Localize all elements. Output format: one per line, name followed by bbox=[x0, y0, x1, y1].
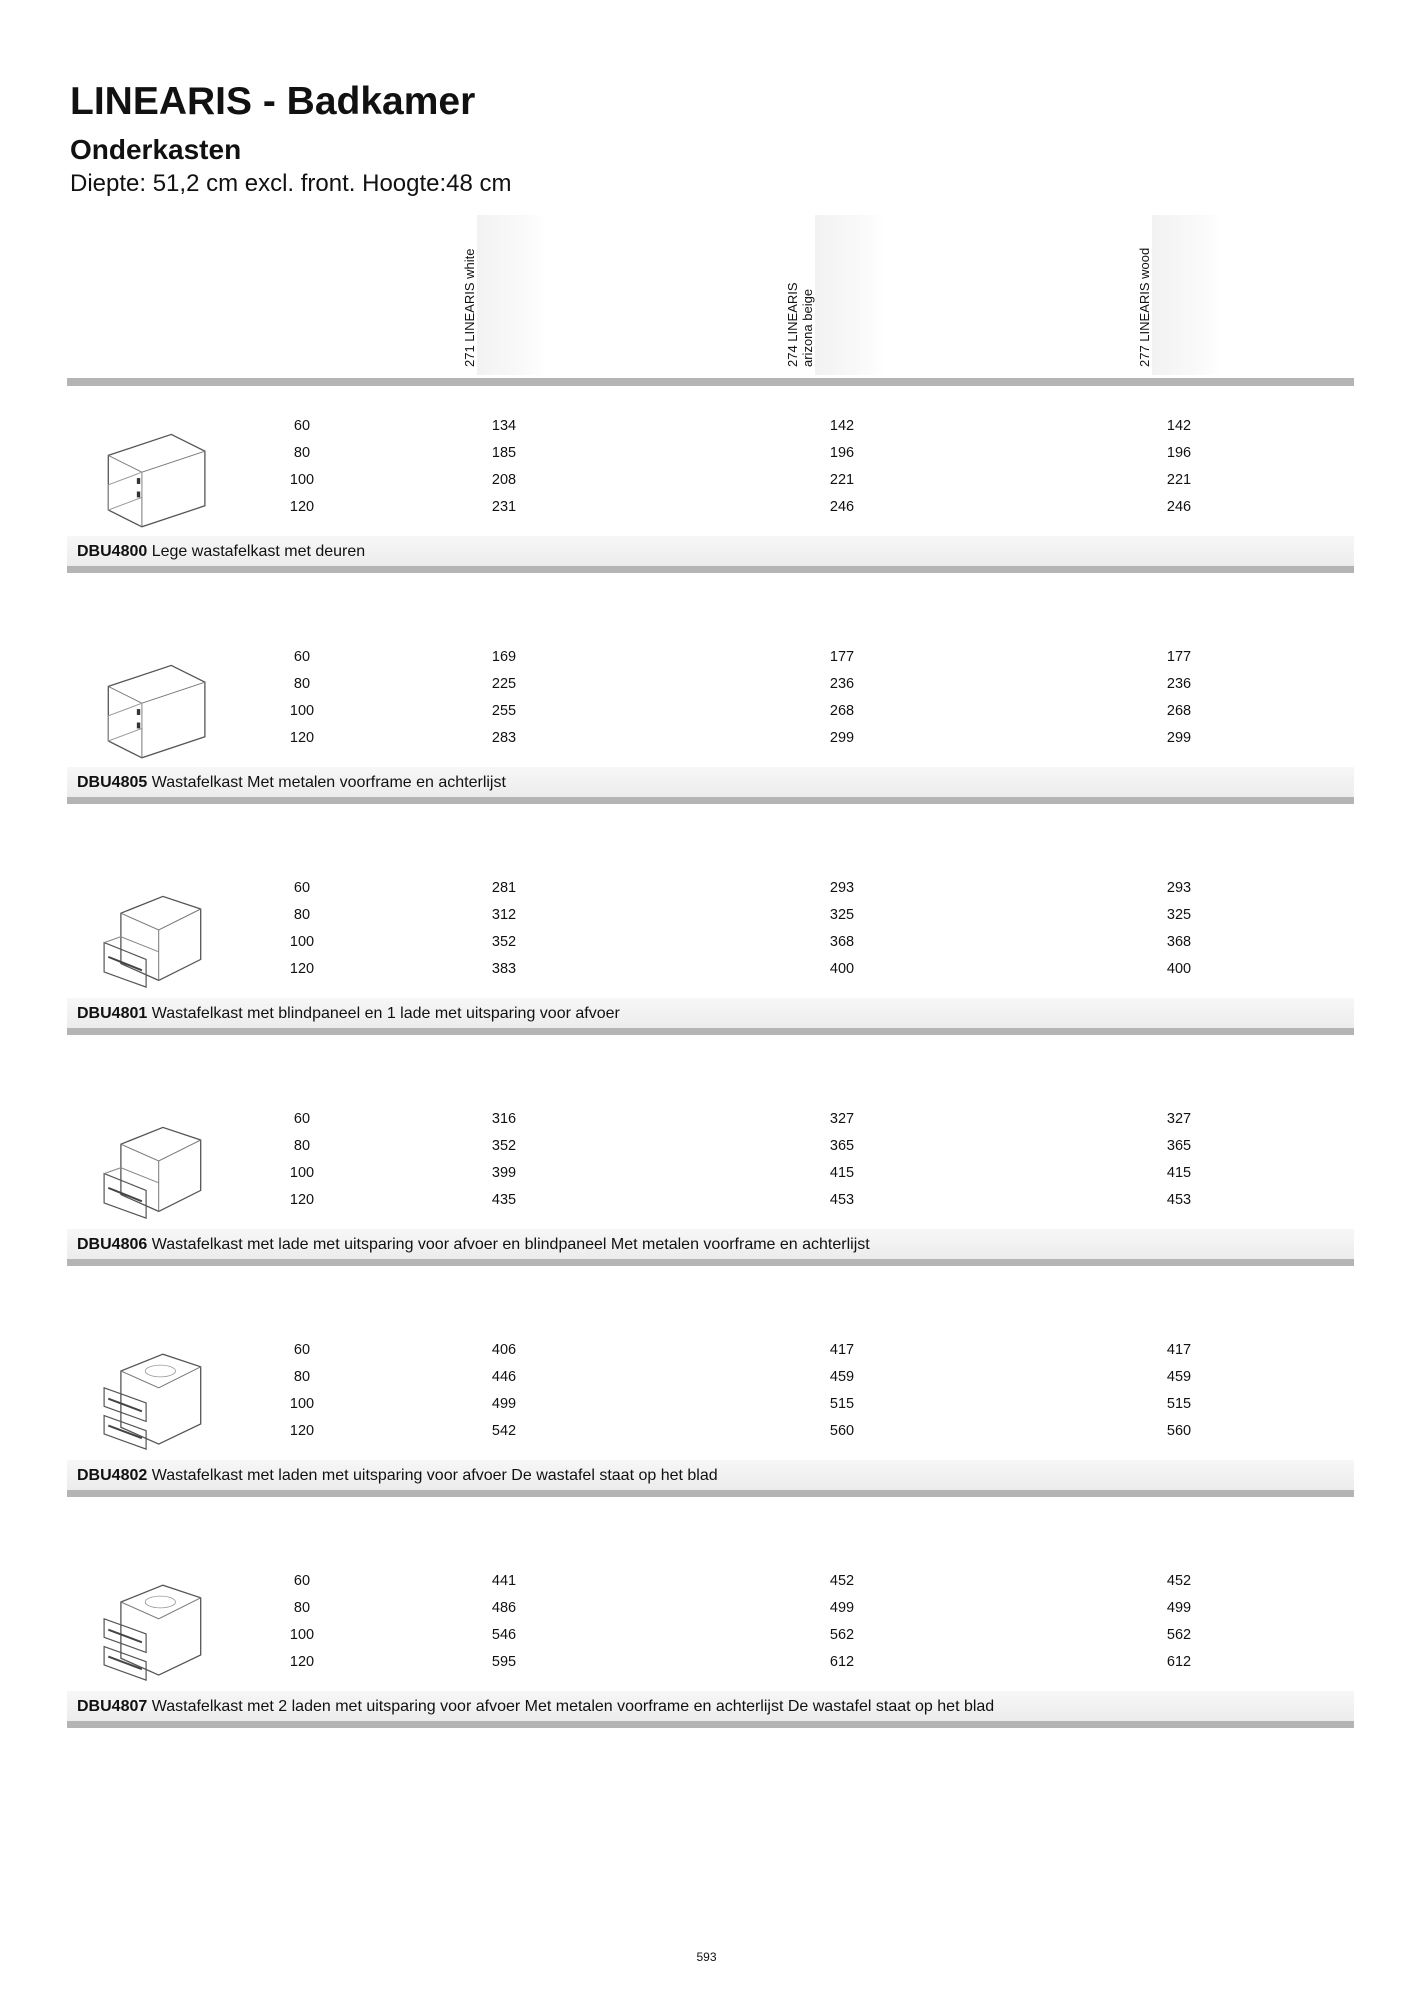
product-label bbox=[77, 1236, 870, 1254]
column-header-label: 274 LINEARIS bbox=[785, 282, 800, 367]
product-description: Wastafelkast met laden met uitsparing voor afvoer De wastafel staat op het blad bbox=[151, 1467, 718, 1484]
price-beige-cell: 560 bbox=[829, 1423, 855, 1439]
price-wood-cell: 453 bbox=[1166, 1192, 1192, 1208]
product-block bbox=[67, 617, 1354, 847]
size-cell: 80 bbox=[293, 907, 311, 923]
price-wood-cell: 142 bbox=[1166, 418, 1192, 434]
table-row bbox=[67, 1111, 1354, 1131]
size-cell: 80 bbox=[293, 1138, 311, 1154]
price-beige-cell: 453 bbox=[829, 1192, 855, 1208]
column-header-beige bbox=[785, 215, 885, 375]
price-white-cell: 446 bbox=[491, 1369, 517, 1385]
block-divider bbox=[67, 1259, 1354, 1266]
price-wood-cell: 415 bbox=[1166, 1165, 1192, 1181]
price-white-cell: 134 bbox=[491, 418, 517, 434]
product-label-bar bbox=[67, 1691, 1354, 1721]
price-white-cell: 312 bbox=[491, 907, 517, 923]
table-row bbox=[67, 499, 1354, 519]
price-white-cell: 546 bbox=[491, 1627, 517, 1643]
product-label-bar bbox=[67, 998, 1354, 1028]
size-cell: 80 bbox=[293, 445, 311, 461]
table-row bbox=[67, 1627, 1354, 1647]
size-cell: 100 bbox=[289, 1165, 315, 1181]
table-row bbox=[67, 934, 1354, 954]
product-label-bar bbox=[67, 1229, 1354, 1259]
price-beige-cell: 221 bbox=[829, 472, 855, 488]
price-wood-cell: 327 bbox=[1166, 1111, 1192, 1127]
product-label bbox=[77, 1005, 620, 1023]
size-cell: 120 bbox=[289, 499, 315, 515]
price-wood-cell: 612 bbox=[1166, 1654, 1192, 1670]
price-beige-cell: 325 bbox=[829, 907, 855, 923]
block-divider bbox=[67, 1028, 1354, 1035]
size-cell: 60 bbox=[293, 880, 311, 896]
price-beige-cell: 368 bbox=[829, 934, 855, 950]
price-beige-cell: 327 bbox=[829, 1111, 855, 1127]
table-row bbox=[67, 649, 1354, 669]
price-white-cell: 441 bbox=[491, 1573, 517, 1589]
price-wood-cell: 325 bbox=[1166, 907, 1192, 923]
price-white-cell: 255 bbox=[491, 703, 517, 719]
table-row bbox=[67, 1192, 1354, 1212]
size-cell: 60 bbox=[293, 1111, 311, 1127]
price-white-cell: 542 bbox=[491, 1423, 517, 1439]
table-row bbox=[67, 880, 1354, 900]
price-wood-cell: 268 bbox=[1166, 703, 1192, 719]
product-label-bar bbox=[67, 536, 1354, 566]
price-white-cell: 316 bbox=[491, 1111, 517, 1127]
block-divider bbox=[67, 1490, 1354, 1497]
table-row bbox=[67, 1600, 1354, 1620]
product-label-bar bbox=[67, 1460, 1354, 1490]
product-block bbox=[67, 1079, 1354, 1309]
price-wood-cell: 417 bbox=[1166, 1342, 1192, 1358]
price-wood-cell: 452 bbox=[1166, 1573, 1192, 1589]
price-white-cell: 383 bbox=[491, 961, 517, 977]
size-cell: 80 bbox=[293, 1600, 311, 1616]
product-description: Wastafelkast Met metalen voorframe en achterlijst bbox=[151, 774, 506, 791]
price-wood-cell: 400 bbox=[1166, 961, 1192, 977]
size-cell: 100 bbox=[289, 1627, 315, 1643]
product-label-bar bbox=[67, 767, 1354, 797]
product-code: DBU4806 bbox=[77, 1236, 148, 1253]
size-cell: 60 bbox=[293, 1342, 311, 1358]
size-cell: 100 bbox=[289, 1396, 315, 1412]
price-beige-cell: 612 bbox=[829, 1654, 855, 1670]
size-cell: 120 bbox=[289, 961, 315, 977]
price-white-cell: 169 bbox=[491, 649, 517, 665]
price-white-cell: 352 bbox=[491, 934, 517, 950]
size-cell: 100 bbox=[289, 934, 315, 950]
price-wood-cell: 562 bbox=[1166, 1627, 1192, 1643]
table-row bbox=[67, 1138, 1354, 1158]
price-beige-cell: 246 bbox=[829, 499, 855, 515]
table-row bbox=[67, 1342, 1354, 1362]
size-cell: 120 bbox=[289, 730, 315, 746]
price-white-cell: 281 bbox=[491, 880, 517, 896]
product-code: DBU4801 bbox=[77, 1005, 148, 1022]
price-white-cell: 499 bbox=[491, 1396, 517, 1412]
product-label bbox=[77, 1698, 994, 1716]
size-cell: 60 bbox=[293, 418, 311, 434]
column-header-label-2: arizona beige bbox=[800, 288, 815, 367]
size-cell: 80 bbox=[293, 1369, 311, 1385]
product-code: DBU4802 bbox=[77, 1467, 148, 1484]
product-label bbox=[77, 543, 365, 561]
size-cell: 120 bbox=[289, 1423, 315, 1439]
product-block bbox=[67, 1310, 1354, 1540]
price-beige-cell: 299 bbox=[829, 730, 855, 746]
price-wood-cell: 365 bbox=[1166, 1138, 1192, 1154]
size-cell: 120 bbox=[289, 1654, 315, 1670]
size-cell: 60 bbox=[293, 1573, 311, 1589]
table-row bbox=[67, 1654, 1354, 1674]
size-cell: 120 bbox=[289, 1192, 315, 1208]
price-white-cell: 595 bbox=[491, 1654, 517, 1670]
column-header-label: 277 LINEARIS wood bbox=[1137, 247, 1152, 367]
price-white-cell: 352 bbox=[491, 1138, 517, 1154]
price-beige-cell: 459 bbox=[829, 1369, 855, 1385]
table-row bbox=[67, 1369, 1354, 1389]
price-beige-cell: 268 bbox=[829, 703, 855, 719]
price-wood-cell: 177 bbox=[1166, 649, 1192, 665]
price-wood-cell: 459 bbox=[1166, 1369, 1192, 1385]
price-beige-cell: 499 bbox=[829, 1600, 855, 1616]
block-divider bbox=[67, 566, 1354, 573]
size-cell: 100 bbox=[289, 472, 315, 488]
table-row bbox=[67, 1165, 1354, 1185]
product-description: Lege wastafelkast met deuren bbox=[151, 543, 366, 560]
table-row bbox=[67, 418, 1354, 438]
product-description: Wastafelkast met 2 laden met uitsparing voor afvoer Met metalen voorframe en achterlijst De wastafel staat op het blad bbox=[151, 1698, 995, 1715]
product-block bbox=[67, 1541, 1354, 1771]
product-code: DBU4807 bbox=[77, 1698, 148, 1715]
product-label bbox=[77, 1467, 718, 1485]
product-description: Wastafelkast met lade met uitsparing voor afvoer en blindpaneel Met metalen voorframe en achterlijst bbox=[151, 1236, 870, 1253]
price-wood-cell: 293 bbox=[1166, 880, 1192, 896]
price-white-cell: 225 bbox=[491, 676, 517, 692]
table-row bbox=[67, 472, 1354, 492]
price-beige-cell: 293 bbox=[829, 880, 855, 896]
price-white-cell: 185 bbox=[491, 445, 517, 461]
price-beige-cell: 365 bbox=[829, 1138, 855, 1154]
product-label bbox=[77, 774, 506, 792]
section-subtitle: Onderkasten bbox=[70, 134, 242, 165]
price-beige-cell: 236 bbox=[829, 676, 855, 692]
price-beige-cell: 415 bbox=[829, 1165, 855, 1181]
price-beige-cell: 417 bbox=[829, 1342, 855, 1358]
table-row bbox=[67, 676, 1354, 696]
page-title: LINEARIS - Badkamer bbox=[70, 80, 476, 123]
table-row bbox=[67, 1396, 1354, 1416]
price-wood-cell: 196 bbox=[1166, 445, 1192, 461]
table-row bbox=[67, 703, 1354, 723]
price-white-cell: 283 bbox=[491, 730, 517, 746]
price-white-cell: 435 bbox=[491, 1192, 517, 1208]
price-white-cell: 231 bbox=[491, 499, 517, 515]
block-divider bbox=[67, 797, 1354, 804]
price-wood-cell: 236 bbox=[1166, 676, 1192, 692]
product-code: DBU4805 bbox=[77, 774, 148, 791]
price-wood-cell: 515 bbox=[1166, 1396, 1192, 1412]
price-beige-cell: 142 bbox=[829, 418, 855, 434]
price-wood-cell: 221 bbox=[1166, 472, 1192, 488]
column-header-wood bbox=[1137, 215, 1222, 375]
table-row bbox=[67, 907, 1354, 927]
column-header-label: 271 LINEARIS white bbox=[462, 248, 477, 367]
size-cell: 60 bbox=[293, 649, 311, 665]
price-wood-cell: 560 bbox=[1166, 1423, 1192, 1439]
table-row bbox=[67, 445, 1354, 465]
price-beige-cell: 452 bbox=[829, 1573, 855, 1589]
price-beige-cell: 196 bbox=[829, 445, 855, 461]
price-white-cell: 399 bbox=[491, 1165, 517, 1181]
header-divider bbox=[67, 378, 1354, 386]
price-wood-cell: 246 bbox=[1166, 499, 1192, 515]
size-cell: 80 bbox=[293, 676, 311, 692]
block-divider bbox=[67, 1721, 1354, 1728]
price-beige-cell: 177 bbox=[829, 649, 855, 665]
price-beige-cell: 400 bbox=[829, 961, 855, 977]
price-beige-cell: 562 bbox=[829, 1627, 855, 1643]
table-row bbox=[67, 1573, 1354, 1593]
column-header-white bbox=[462, 215, 547, 375]
price-wood-cell: 368 bbox=[1166, 934, 1192, 950]
page-number: 593 bbox=[696, 1950, 717, 1964]
price-white-cell: 486 bbox=[491, 1600, 517, 1616]
table-row bbox=[67, 1423, 1354, 1443]
product-block bbox=[67, 848, 1354, 1078]
table-row bbox=[67, 730, 1354, 750]
size-cell: 100 bbox=[289, 703, 315, 719]
price-white-cell: 406 bbox=[491, 1342, 517, 1358]
price-wood-cell: 499 bbox=[1166, 1600, 1192, 1616]
price-wood-cell: 299 bbox=[1166, 730, 1192, 746]
table-row bbox=[67, 961, 1354, 981]
product-code: DBU4800 bbox=[77, 543, 148, 560]
price-beige-cell: 515 bbox=[829, 1396, 855, 1412]
dimension-spec: Diepte: 51,2 cm excl. front. Hoogte:48 cm bbox=[70, 170, 512, 197]
price-white-cell: 208 bbox=[491, 472, 517, 488]
product-block bbox=[67, 386, 1354, 616]
product-description: Wastafelkast met blindpaneel en 1 lade met uitsparing voor afvoer bbox=[151, 1005, 620, 1022]
